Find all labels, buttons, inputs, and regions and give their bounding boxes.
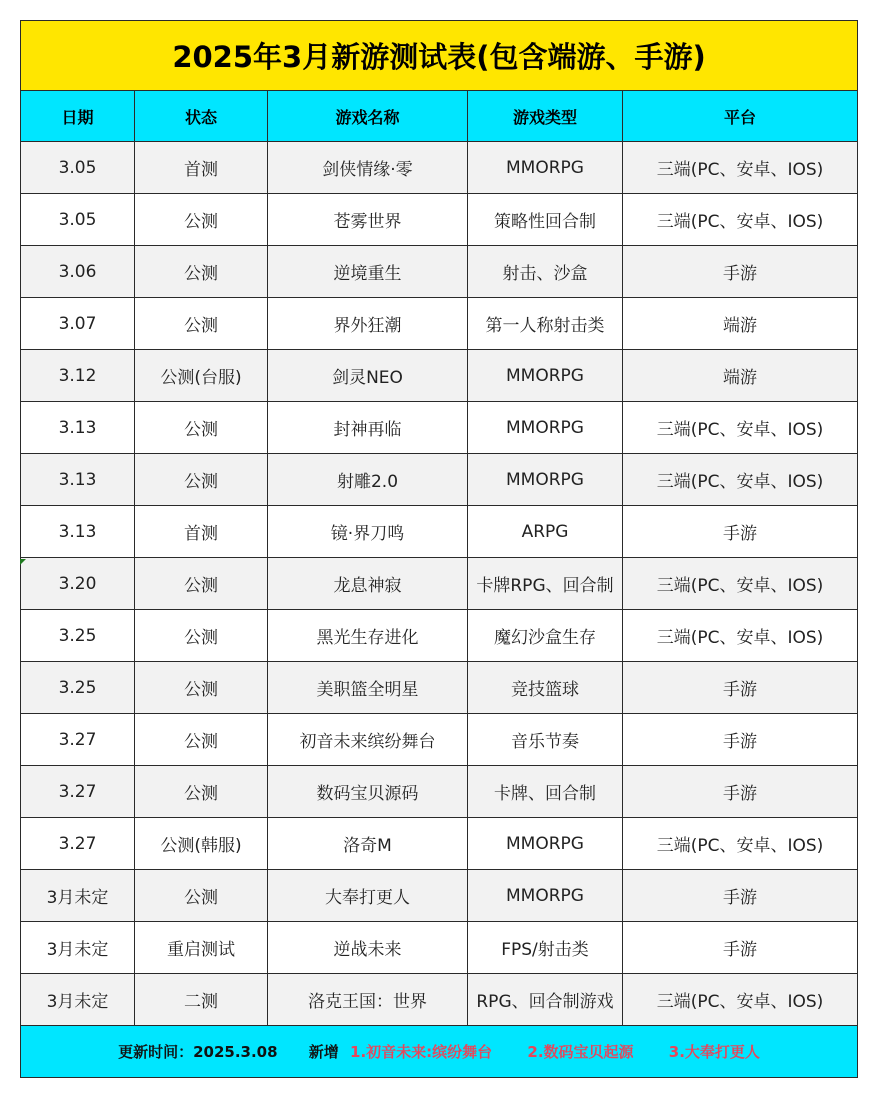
status-cell: 公测 (135, 194, 268, 246)
date-cell: 3月未定 (21, 922, 135, 974)
platform-cell: 手游 (623, 766, 858, 818)
status-cell: 公测(台服) (135, 350, 268, 402)
date-cell: 3.13 (21, 454, 135, 506)
platform-cell: 三端(PC、安卓、IOS) (623, 454, 858, 506)
game-name-cell: 镜·界刀鸣 (268, 506, 468, 558)
date-cell: 3月未定 (21, 870, 135, 922)
date-cell: 3月未定 (21, 974, 135, 1026)
game-type-cell: RPG、回合制游戏 (468, 974, 623, 1026)
date-cell: 3.13 (21, 402, 135, 454)
game-name-cell: 数码宝贝源码 (268, 766, 468, 818)
platform-cell: 三端(PC、安卓、IOS) (623, 402, 858, 454)
status-cell: 首测 (135, 142, 268, 194)
game-name-cell: 射雕2.0 (268, 454, 468, 506)
game-name-cell: 封神再临 (268, 402, 468, 454)
column-header-game-name: 游戏名称 (268, 91, 468, 142)
game-name-cell: 美职篮全明星 (268, 662, 468, 714)
table-row (21, 610, 858, 662)
column-header-status: 状态 (135, 91, 268, 142)
header-row (21, 91, 858, 142)
platform-cell: 三端(PC、安卓、IOS) (623, 194, 858, 246)
table-row (21, 142, 858, 194)
game-type-cell: 卡牌RPG、回合制 (468, 558, 623, 610)
table-row (21, 298, 858, 350)
table-row (21, 870, 858, 922)
column-header-game-type: 游戏类型 (468, 91, 623, 142)
game-type-cell: MMORPG (468, 818, 623, 870)
game-type-cell: 策略性回合制 (468, 194, 623, 246)
date-cell: 3.12 (21, 350, 135, 402)
column-header-platform: 平台 (623, 91, 858, 142)
platform-cell: 手游 (623, 246, 858, 298)
table-row (21, 662, 858, 714)
table-body (21, 142, 858, 1026)
table-row (21, 350, 858, 402)
game-name-cell: 洛克王国：世界 (268, 974, 468, 1026)
game-type-cell: 魔幻沙盒生存 (468, 610, 623, 662)
date-cell: 3.27 (21, 818, 135, 870)
date-cell: 3.13 (21, 506, 135, 558)
game-type-cell: 卡牌、回合制 (468, 766, 623, 818)
game-name-cell: 剑侠情缘·零 (268, 142, 468, 194)
platform-cell: 三端(PC、安卓、IOS) (623, 610, 858, 662)
date-cell: 3.25 (21, 662, 135, 714)
game-type-cell: 竞技篮球 (468, 662, 623, 714)
status-cell: 公测 (135, 454, 268, 506)
platform-cell: 三端(PC、安卓、IOS) (623, 818, 858, 870)
platform-cell: 手游 (623, 662, 858, 714)
game-name-cell: 黑光生存进化 (268, 610, 468, 662)
game-name-cell: 逆境重生 (268, 246, 468, 298)
game-test-table (20, 20, 858, 1078)
platform-cell: 手游 (623, 922, 858, 974)
status-cell: 公测 (135, 402, 268, 454)
status-cell: 二测 (135, 974, 268, 1026)
table-row (21, 194, 858, 246)
platform-cell: 三端(PC、安卓、IOS) (623, 974, 858, 1026)
date-cell: 3.07 (21, 298, 135, 350)
status-cell: 首测 (135, 506, 268, 558)
date-cell: 3.05 (21, 194, 135, 246)
date-cell: 3.25 (21, 610, 135, 662)
date-cell: 3.06 (21, 246, 135, 298)
game-name-cell: 洛奇M (268, 818, 468, 870)
status-cell: 公测 (135, 298, 268, 350)
game-type-cell: MMORPG (468, 350, 623, 402)
date-cell: 3.20 (21, 558, 135, 610)
update-footer (21, 1026, 858, 1078)
status-cell: 重启测试 (135, 922, 268, 974)
table-row (21, 766, 858, 818)
table-row (21, 818, 858, 870)
table-row (21, 922, 858, 974)
status-cell: 公测 (135, 714, 268, 766)
column-header-date: 日期 (21, 91, 135, 142)
date-cell: 3.27 (21, 714, 135, 766)
game-type-cell: FPS/射击类 (468, 922, 623, 974)
platform-cell: 手游 (623, 506, 858, 558)
table-row (21, 246, 858, 298)
game-type-cell: 第一人称射击类 (468, 298, 623, 350)
game-name-cell: 逆战未来 (268, 922, 468, 974)
table-row (21, 558, 858, 610)
game-name-cell: 大奉打更人 (268, 870, 468, 922)
platform-cell: 三端(PC、安卓、IOS) (623, 142, 858, 194)
game-type-cell: 音乐节奏 (468, 714, 623, 766)
new-item: 2.数码宝贝起源 (527, 1043, 634, 1061)
game-type-cell: MMORPG (468, 142, 623, 194)
game-name-cell: 初音未来缤纷舞台 (268, 714, 468, 766)
game-name-cell: 剑灵NEO (268, 350, 468, 402)
game-type-cell: MMORPG (468, 402, 623, 454)
status-cell: 公测 (135, 870, 268, 922)
status-cell: 公测 (135, 662, 268, 714)
platform-cell: 端游 (623, 350, 858, 402)
game-type-cell: ARPG (468, 506, 623, 558)
game-name-cell: 界外狂潮 (268, 298, 468, 350)
platform-cell: 三端(PC、安卓、IOS) (623, 558, 858, 610)
cell-comment-marker (20, 559, 26, 565)
platform-cell: 手游 (623, 870, 858, 922)
game-type-cell: MMORPG (468, 870, 623, 922)
game-name-cell: 苍雾世界 (268, 194, 468, 246)
table-title: 2025年3月新游测试表(包含端游、手游) (21, 21, 858, 91)
date-cell: 3.05 (21, 142, 135, 194)
table-row (21, 714, 858, 766)
status-cell: 公测 (135, 558, 268, 610)
table-row (21, 454, 858, 506)
game-type-cell: 射击、沙盒 (468, 246, 623, 298)
new-item: 3.大奉打更人 (668, 1043, 760, 1061)
new-label: 新增 (308, 1043, 339, 1061)
platform-cell: 端游 (623, 298, 858, 350)
status-cell: 公测 (135, 766, 268, 818)
date-cell: 3.27 (21, 766, 135, 818)
status-cell: 公测 (135, 246, 268, 298)
game-name-cell: 龙息神寂 (268, 558, 468, 610)
new-item: 1.初音未来:缤纷舞台 (350, 1043, 493, 1061)
table-row (21, 974, 858, 1026)
status-cell: 公测 (135, 610, 268, 662)
table-row (21, 402, 858, 454)
status-cell: 公测(韩服) (135, 818, 268, 870)
update-time-label: 更新时间：2025.3.08 (118, 1043, 278, 1061)
table-row (21, 506, 858, 558)
game-type-cell: MMORPG (468, 454, 623, 506)
platform-cell: 手游 (623, 714, 858, 766)
